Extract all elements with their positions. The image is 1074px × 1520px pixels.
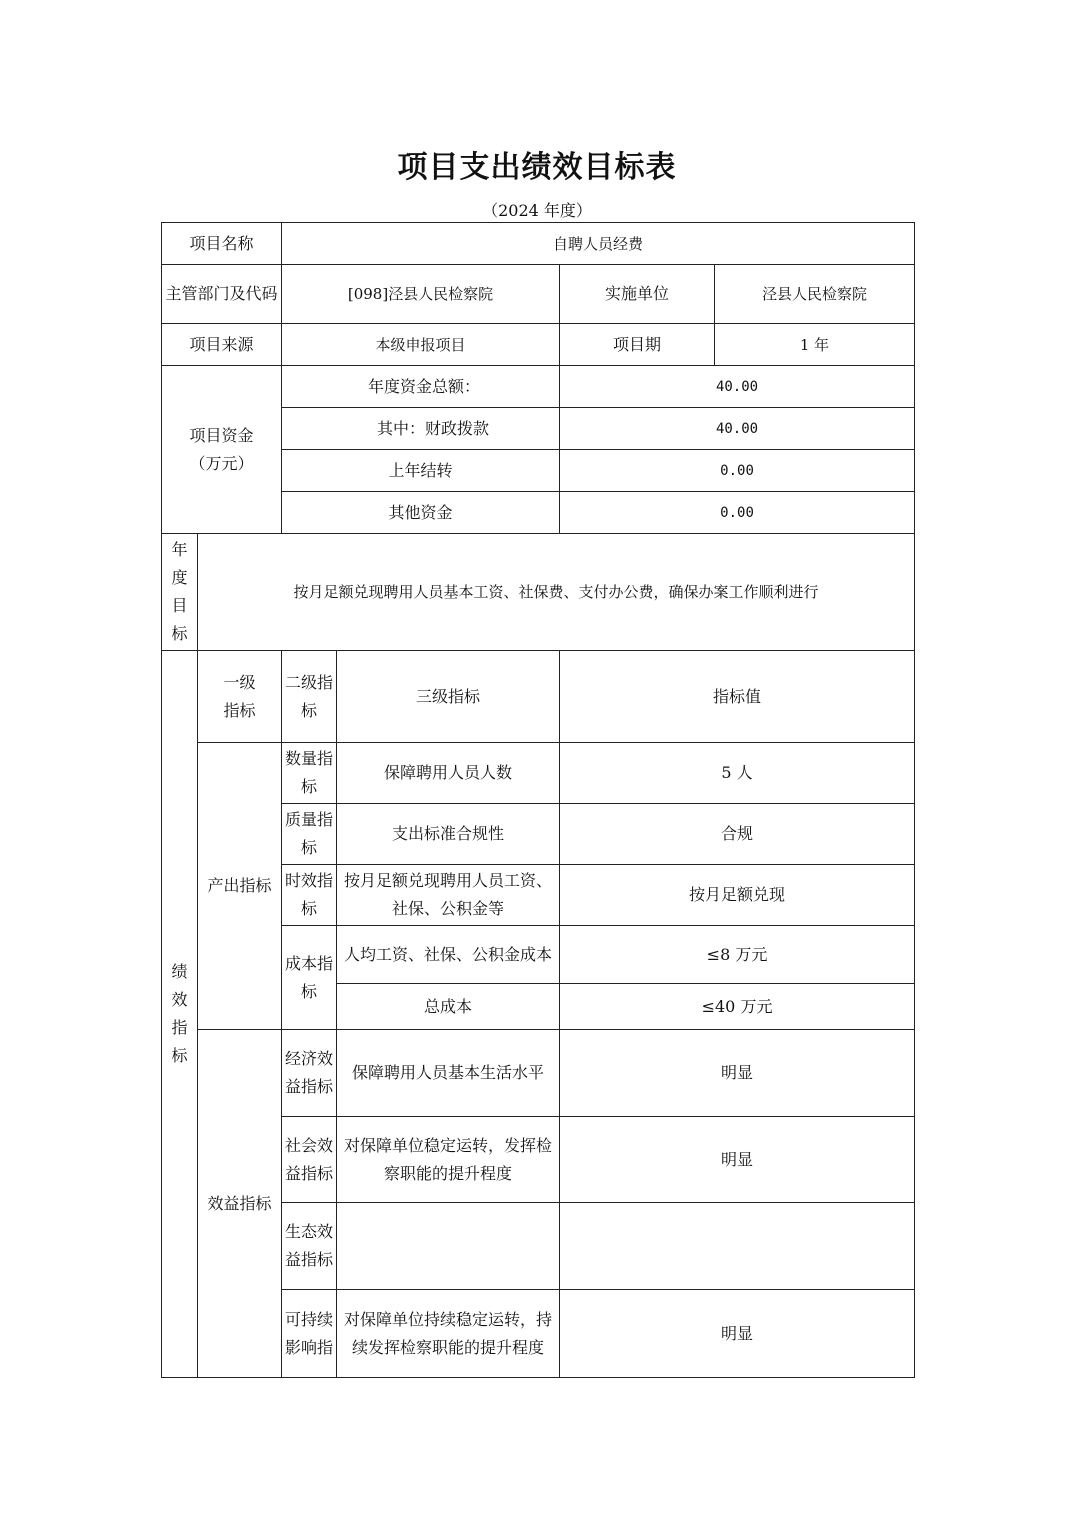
header-level2: 二级指标 <box>282 651 337 743</box>
value-quality: 合规 <box>560 804 915 865</box>
level3-economic: 保障聘用人员基本生活水平 <box>337 1030 560 1117</box>
value-social: 明显 <box>560 1117 915 1203</box>
page-title: 项目支出绩效目标表 <box>397 150 677 185</box>
performance-target-table <box>161 222 915 1378</box>
level3-ecological <box>337 1203 560 1290</box>
project-name-value: 自聘人员经费 <box>282 223 915 265</box>
value-cost-per-person: ≤8 万元 <box>560 926 915 984</box>
header-value: 指标值 <box>560 651 915 743</box>
period-value: 1 年 <box>715 324 915 366</box>
funds-other-value: 0.00 <box>560 492 915 534</box>
level3-cost-total: 总成本 <box>337 984 560 1030</box>
value-cost-total: ≤40 万元 <box>560 984 915 1030</box>
level3-timeliness: 按月足额兑现聘用人员工资、社保、公积金等 <box>337 865 560 926</box>
funds-carryover-value: 0.00 <box>560 450 915 492</box>
dept-label: 主管部门及代码 <box>162 265 282 324</box>
value-quantity: 5 人 <box>560 743 915 804</box>
value-ecological <box>560 1203 915 1290</box>
level2-economic: 经济效益指标 <box>282 1030 337 1117</box>
impl-unit-value: 泾县人民检察院 <box>715 265 915 324</box>
level2-ecological: 生态效益指标 <box>282 1203 337 1290</box>
source-label: 项目来源 <box>162 324 282 366</box>
impl-unit-label: 实施单位 <box>560 265 715 324</box>
funds-label: 项目资金（万元） <box>162 366 282 534</box>
funds-fiscal-value: 40.00 <box>560 408 915 450</box>
benefit-indicator-label: 效益指标 <box>198 1030 282 1378</box>
value-sustainable: 明显 <box>560 1290 915 1378</box>
source-value: 本级申报项目 <box>282 324 560 366</box>
funds-total-value: 40.00 <box>560 366 915 408</box>
header-level3: 三级指标 <box>337 651 560 743</box>
level2-timeliness: 时效指标 <box>282 865 337 926</box>
output-indicator-label: 产出指标 <box>198 743 282 1030</box>
dept-value: [098]泾县人民检察院 <box>282 265 560 324</box>
level2-sustainable: 可持续影响指 <box>282 1290 337 1378</box>
funds-total-label: 年度资金总额： <box>282 366 560 408</box>
annual-goal-label: 年度目标 <box>162 534 198 651</box>
value-economic: 明显 <box>560 1030 915 1117</box>
level3-sustainable: 对保障单位持续稳定运转，持续发挥检察职能的提升程度 <box>337 1290 560 1378</box>
annual-goal-text: 按月足额兑现聘用人员基本工资、社保费、支付办公费，确保办案工作顺利进行 <box>198 534 915 651</box>
level3-quality: 支出标准合规性 <box>337 804 560 865</box>
level2-quantity: 数量指标 <box>282 743 337 804</box>
funds-other-label: 其他资金 <box>282 492 560 534</box>
period-label: 项目期 <box>560 324 715 366</box>
project-name-label: 项目名称 <box>162 223 282 265</box>
fiscal-year: （2024 年度） <box>482 201 592 220</box>
perf-label: 绩效指标 <box>162 651 198 1378</box>
level3-social: 对保障单位稳定运转，发挥检察职能的提升程度 <box>337 1117 560 1203</box>
level3-cost-per-person: 人均工资、社保、公积金成本 <box>337 926 560 984</box>
level2-quality: 质量指标 <box>282 804 337 865</box>
level3-quantity: 保障聘用人员人数 <box>337 743 560 804</box>
header-level1: 一级指标 <box>198 651 282 743</box>
value-timeliness: 按月足额兑现 <box>560 865 915 926</box>
level2-cost: 成本指标 <box>282 926 337 1030</box>
funds-fiscal-label: 其中：财政拨款 <box>282 408 560 450</box>
funds-carryover-label: 上年结转 <box>282 450 560 492</box>
level2-social: 社会效益指标 <box>282 1117 337 1203</box>
